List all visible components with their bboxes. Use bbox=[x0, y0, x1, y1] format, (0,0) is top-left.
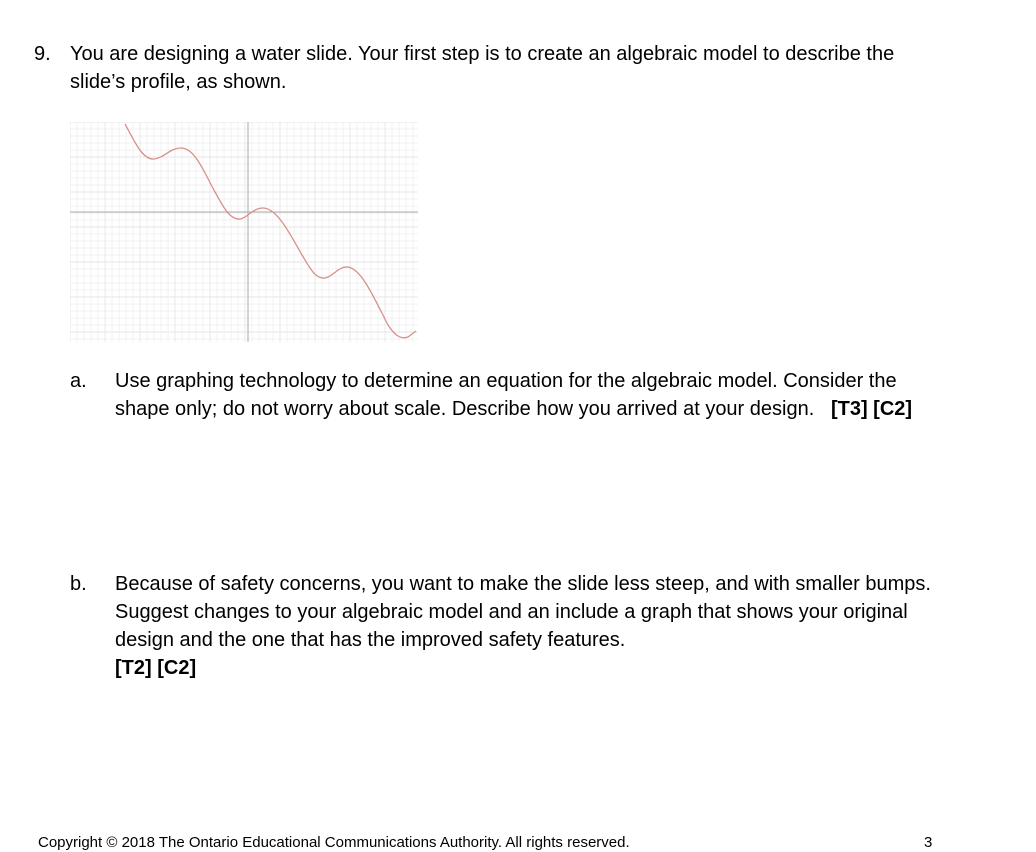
question-number: 9. bbox=[34, 43, 51, 65]
part-b-tags: [T2] [C2] bbox=[115, 657, 197, 679]
page-number: 3 bbox=[924, 834, 933, 851]
slide-profile-curve bbox=[125, 124, 416, 338]
slide-profile-graph bbox=[70, 122, 418, 342]
part-a-text: Use graphing technology to determine an equation for the algebraic model. Consider the shape only; do not worry about scale. Describe how you arrived at your design. bbox=[115, 370, 897, 420]
question-text: You are designing a water slide. Your first step is to create an algebraic model to describe the slide’s profile, as shown. bbox=[70, 43, 895, 93]
part-a-letter: a. bbox=[70, 370, 87, 392]
part-b-text: Because of safety concerns, you want to make the slide less steep, and with smaller bumps. Suggest changes to your algebraic model and an include a graph that shows your original design and the one that has the improved safety features. bbox=[115, 573, 931, 651]
part-a-text-block bbox=[115, 367, 955, 423]
part-a-tags: [T3] [C2] bbox=[830, 398, 913, 420]
slide-profile-svg bbox=[70, 122, 418, 342]
footer-copyright: Copyright © 2018 The Ontario Educational Communications Authority. All rights reserved. bbox=[38, 834, 630, 851]
part-b-letter: b. bbox=[70, 573, 87, 595]
graph-grid bbox=[70, 122, 418, 342]
part-b-text-block bbox=[115, 570, 955, 682]
